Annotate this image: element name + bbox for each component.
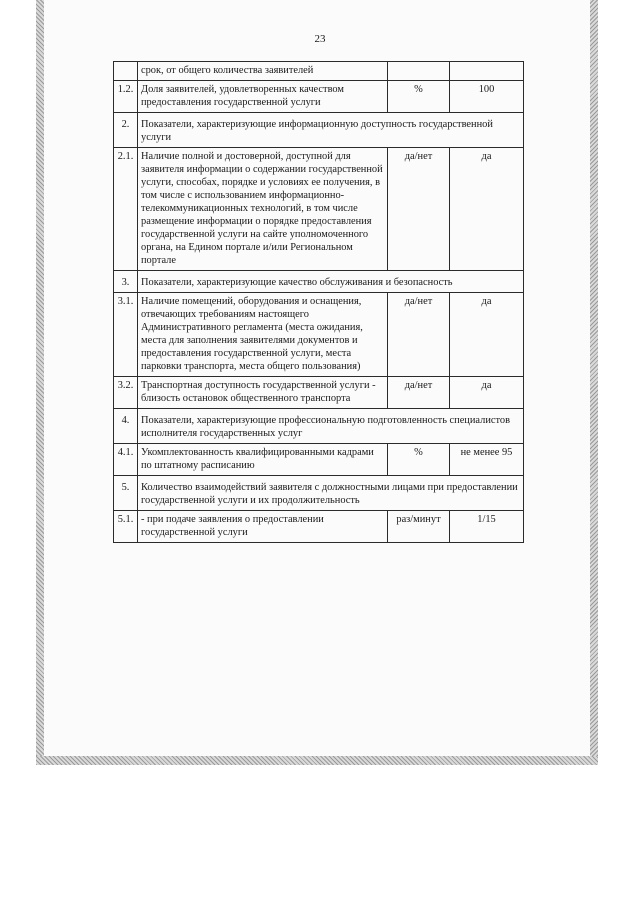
section-title: Показатели, характеризующие информационную доступность государственной услуги bbox=[138, 113, 524, 148]
table-row bbox=[114, 148, 524, 271]
indicator-name: - при подаче заявления о предоставлении государственной услуги bbox=[138, 511, 388, 543]
indicator-value: 100 bbox=[450, 81, 524, 113]
indicator-unit: % bbox=[388, 444, 450, 476]
row-number: 3.2. bbox=[114, 377, 138, 409]
table-row bbox=[114, 81, 524, 113]
row-number: 3.1. bbox=[114, 293, 138, 377]
indicator-value: не менее 95 bbox=[450, 444, 524, 476]
indicator-name: Транспортная доступность государственной услуги - близость остановок общественного транспорта bbox=[138, 377, 388, 409]
scan-edge-left bbox=[36, 0, 44, 764]
table-row bbox=[114, 62, 524, 81]
table-row bbox=[114, 293, 524, 377]
section-title: Показатели, характеризующие качество обслуживания и безопасность bbox=[138, 271, 524, 293]
indicator-unit: да/нет bbox=[388, 148, 450, 271]
indicators-table bbox=[113, 61, 524, 543]
row-number bbox=[114, 62, 138, 81]
indicator-name: срок, от общего количества заявителей bbox=[138, 62, 388, 81]
row-number: 2. bbox=[114, 113, 138, 148]
section-title: Количество взаимодействий заявителя с должностными лицами при предоставлении государственной услуги и их продолжительность bbox=[138, 476, 524, 511]
indicator-value: да bbox=[450, 293, 524, 377]
indicator-value: 1/15 bbox=[450, 511, 524, 543]
row-number: 3. bbox=[114, 271, 138, 293]
scan-edge-bottom bbox=[36, 756, 598, 765]
indicator-name: Наличие полной и достоверной, доступной для заявителя информации о содержании государственной услуги, способах, порядке и условиях ее получения, в том числе с использованием информационно-телекоммуникационных технологий, в том числе размещение информации о порядке предоставления государственной услуги на сайте уполномоченного органа, на Едином портале и/или Региональном портале bbox=[138, 148, 388, 271]
indicator-name: Доля заявителей, удовлетворенных качеством предоставления государственной услуги bbox=[138, 81, 388, 113]
section-title: Показатели, характеризующие профессиональную подготовленность специалистов исполнителя государственных услуг bbox=[138, 409, 524, 444]
indicators-table-body bbox=[114, 62, 524, 543]
indicator-value: да bbox=[450, 148, 524, 271]
indicator-unit: раз/минут bbox=[388, 511, 450, 543]
section-row bbox=[114, 476, 524, 511]
row-number: 4.1. bbox=[114, 444, 138, 476]
indicator-unit: да/нет bbox=[388, 377, 450, 409]
row-number: 5.1. bbox=[114, 511, 138, 543]
page-number: 23 bbox=[314, 33, 326, 45]
row-number: 2.1. bbox=[114, 148, 138, 271]
indicator-value bbox=[450, 62, 524, 81]
indicator-value: да bbox=[450, 377, 524, 409]
indicator-unit: % bbox=[388, 81, 450, 113]
row-number: 5. bbox=[114, 476, 138, 511]
indicator-name: Укомплектованность квалифицированными кадрами по штатному расписанию bbox=[138, 444, 388, 476]
indicator-unit bbox=[388, 62, 450, 81]
section-row bbox=[114, 409, 524, 444]
indicator-unit: да/нет bbox=[388, 293, 450, 377]
table-row bbox=[114, 444, 524, 476]
indicator-name: Наличие помещений, оборудования и оснащения, отвечающих требованиям настоящего Административного регламента (места ожидания, места для заполнения заявителями документов и предоставления государственной услуги, места парковки транспорта, места общего пользования) bbox=[138, 293, 388, 377]
row-number: 1.2. bbox=[114, 81, 138, 113]
table-row bbox=[114, 377, 524, 409]
scan-edge-right bbox=[590, 0, 598, 764]
table-row bbox=[114, 511, 524, 543]
section-row bbox=[114, 271, 524, 293]
section-row bbox=[114, 113, 524, 148]
row-number: 4. bbox=[114, 409, 138, 444]
